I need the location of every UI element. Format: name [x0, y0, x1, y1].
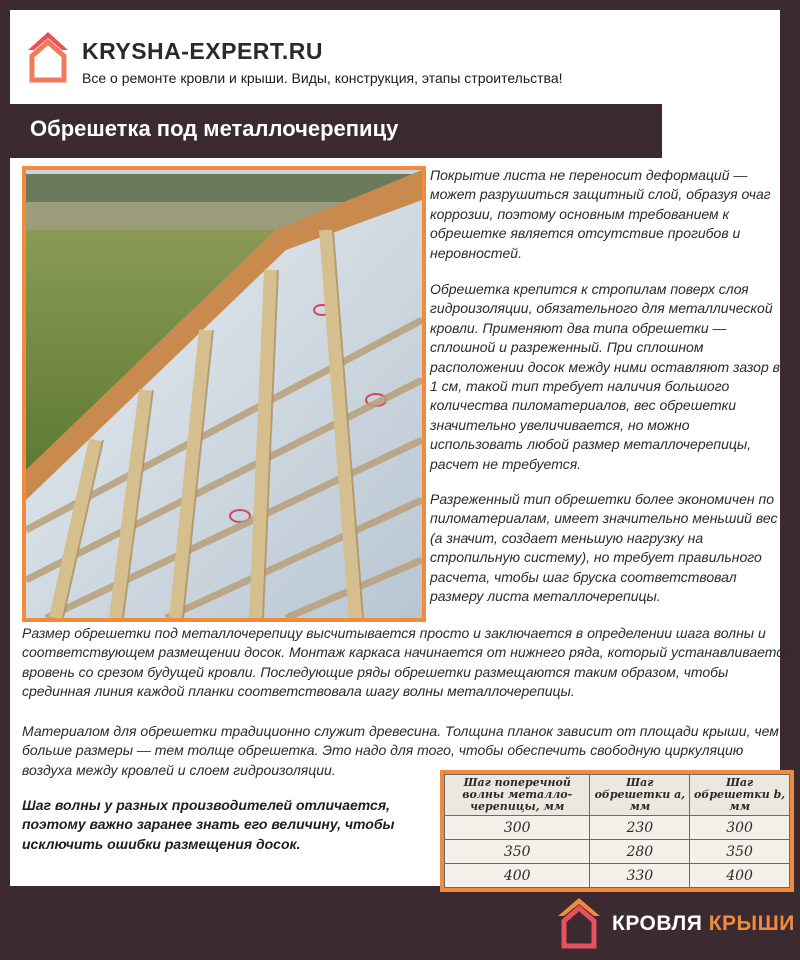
table-cell: 280: [590, 840, 690, 864]
footer-house-logo-icon: [556, 896, 602, 950]
table-cell: 300: [690, 816, 790, 840]
paragraph-3: Разреженный тип обрешетки более экономичен по пиломатериалам, имеет значительно меньший вес (а значит, создает меньшую нагрузку на стропильную систему), но требует правильного расчета, чтобы шаг бруска соответствовал размеру листа металлочерепицы.: [430, 491, 778, 605]
table-cell: 400: [445, 864, 590, 888]
site-tagline: Все о ремонте кровли и крыши. Виды, конструкция, этапы строительства!: [82, 70, 563, 86]
table-row: [445, 840, 790, 864]
site-name[interactable]: KRYSHA-EXPERT.RU: [82, 38, 324, 64]
paragraph-1: Покрытие листа не переносит деформаций — может разрушиться защитный слой, образуя очаг коррозии, поэтому основным требованием к обрешетке является отсутствие прогибов и неровностей.: [430, 167, 771, 261]
table-header-cell: Шаг поперечной волны металло-черепицы, мм: [445, 775, 590, 816]
table-row: [445, 864, 790, 888]
footer-brand-part2: КРЫШИ: [708, 912, 795, 935]
table-row: [445, 816, 790, 840]
roof-photo: [22, 166, 426, 622]
batten-step-table: [440, 770, 794, 892]
footer-brand-part1: КРОВЛЯ: [612, 912, 703, 935]
paragraph-2: Обрешетка крепится к стропилам поверх слоя гидроизоляции, обязательного для металлической кровли. Применяют два типа обрешетки — сплошной и разреженный. При сплошном расположении досок между ними оставляют зазор в 1 см, такой тип требует наличия большого количества пиломатериалов, вес обрешетки значительно увеличивается, но можно использовать любой размер металлочерепицы, расчет не требуется.: [430, 281, 780, 472]
table-header-cell: Шаг обрешетки а, мм: [590, 775, 690, 816]
table-cell: 350: [445, 840, 590, 864]
table-cell: 350: [690, 840, 790, 864]
paragraph-5: Материалом для обрешетки традиционно служит древесина. Толщина планок зависит от площади крыши, чем больше размеры — тем толще обрешетка. Это надо для того, чтобы обеспечить свободную циркуляцию воздуха между кровлей и слоем гидроизоляции.: [22, 723, 779, 778]
highlight-note: Шаг волны у разных производителей отличается, поэтому важно заранее знать его величину, чтобы исключить ошибки размещения досок.: [22, 797, 395, 852]
table-header-row: [445, 775, 790, 816]
page-sheet: [10, 10, 791, 886]
footer-brand[interactable]: [612, 912, 795, 936]
table-cell: 400: [690, 864, 790, 888]
page-title: Обрешетка под металлочерепицу: [30, 116, 399, 141]
table-header-cell: Шаг обрешетки b, мм: [690, 775, 790, 816]
table-cell: 330: [590, 864, 690, 888]
title-bar: [10, 104, 662, 158]
table-cell: 230: [590, 816, 690, 840]
paragraph-4: Размер обрешетки под металлочерепицу высчитывается просто и заключается в определении шага волны и соответствующем размещении досок. Монтаж каркаса начинается от нижнего ряда, который устанавливается вровень со срезом будущей кровли. Последующие ряды обрешетки размещаются таким образом, чтобы срединная линия каждой планки соответствовала шагу волны металлочерепицы.: [22, 625, 791, 700]
table-cell: 300: [445, 816, 590, 840]
house-logo-icon: [24, 28, 72, 86]
